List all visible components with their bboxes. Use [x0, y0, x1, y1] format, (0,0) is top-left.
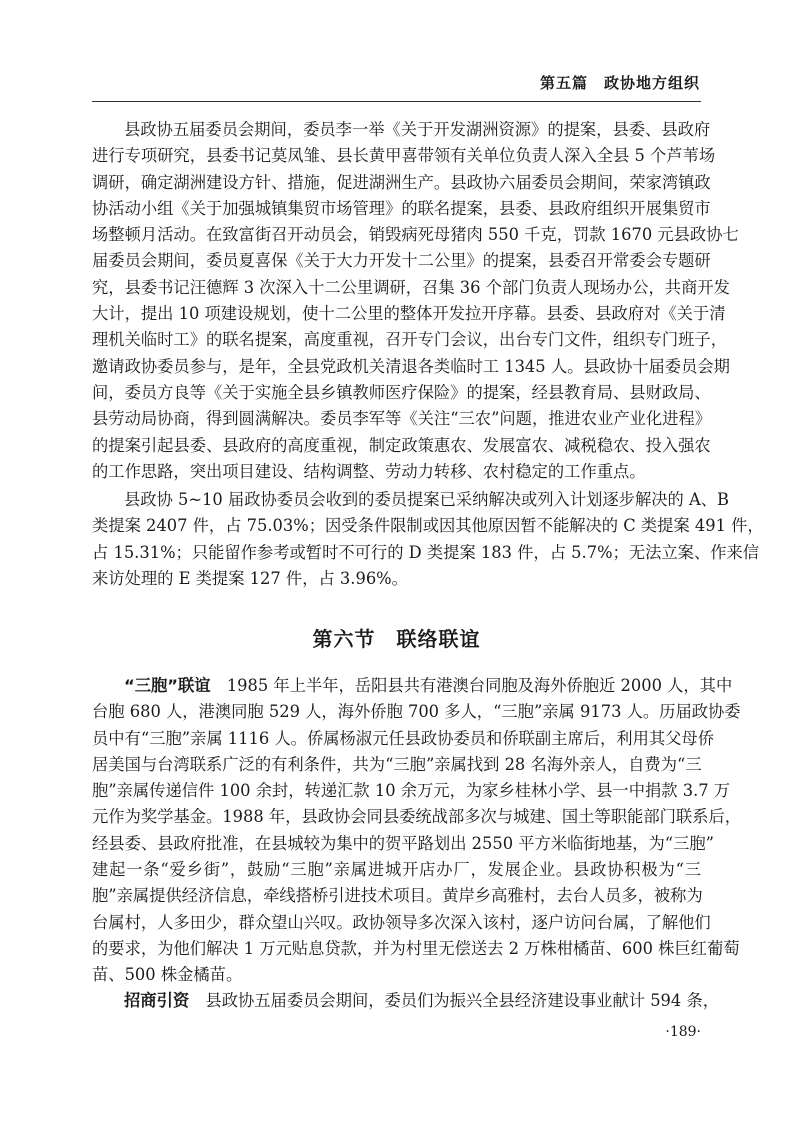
text-line — [92, 170, 711, 196]
paragraph-proposals — [92, 117, 739, 485]
text-line — [92, 143, 716, 169]
line-text: 间，委员方良等《关于实施全县乡镇教师医疗保险》的提案，经县教育局、县财政局、 — [92, 382, 711, 402]
text-line — [92, 222, 739, 248]
line-text: 胞”亲属提供经济信息，牵线搭桥引进技术项目。黄岸乡高雅村，去台人员多，被称为 — [92, 886, 703, 906]
page-number: ·189· — [665, 1024, 701, 1040]
line-text: 居美国与台湾联系广泛的有利条件，共为“三胞”亲属找到 28 名海外亲人，自费为“三 — [92, 754, 702, 774]
running-header: 第五篇 政协地方组织 — [539, 74, 700, 92]
line-text: 县政协五届委员会期间，委员们为振兴全县经济建设事业献计 594 条， — [189, 991, 720, 1010]
line-text: 员中有“三胞”亲属 1116 人。侨属杨淑元任县政协委员和侨联副主席后，利用其父母侨 — [92, 728, 714, 748]
paragraph-keyword: “三胞”联谊 — [124, 676, 211, 695]
line-text: 究，县委书记汪德辉 3 次深入十二公里调研，召集 36 个部门负责人现场办公，共商开发 — [92, 277, 730, 297]
line-text: 进行专项研究，县委书记莫凤雏、县长黄甲喜带领有关单位负责人深入全县 5 个芦苇场 — [92, 146, 716, 166]
text-line — [92, 117, 711, 143]
paragraph-proposal-stats — [92, 487, 764, 592]
text-line — [92, 962, 701, 988]
paragraph-three-compatriots — [92, 673, 742, 989]
paragraph-investment — [92, 988, 720, 1014]
line-text: 的工作思路，突出项目建设、结构调整、劳动力转移、农村稳定的工作重点。 — [92, 461, 646, 481]
text-line — [92, 275, 730, 301]
section-title: 第六节 联络联谊 — [312, 627, 481, 651]
line-text: 来访处理的 E 类提案 127 件，占 3.96%。 — [92, 568, 408, 588]
text-line — [92, 327, 727, 353]
line-text: 元作为奖学基金。1988 年，县政协会同县委统战部多次与城建、国土等职能部门联系后， — [92, 807, 742, 827]
text-line — [92, 831, 714, 857]
text-line — [92, 936, 740, 962]
line-text: 类提案 2407 件，占 75.03%；因受条件限制或因其他原因暂不能解决的 C 类提案 491 件， — [92, 516, 764, 536]
line-text: 经县委、县政府批准，在县城较为集中的贺平路划出 2550 平方米临街地基，为“三胞” — [92, 833, 714, 853]
text-line — [92, 699, 741, 725]
line-text: 邀请政协委员参与，是年，全县党政机关清退各类临时工 1345 人。县政协十届委员会期 — [92, 356, 730, 376]
text-line — [92, 406, 712, 432]
line-text: 1985 年上半年，岳阳县共有港澳台同胞及海外侨胞近 2000 人，其中 — [210, 676, 733, 695]
text-line — [92, 540, 760, 566]
line-text: 理机关临时工》的联名提案，高度重视，召开专门会议，出台专门文件，组织专门班子， — [92, 330, 727, 350]
line-text: 苗、500 株金橘苗。 — [92, 965, 243, 985]
text-line — [92, 988, 720, 1014]
text-line — [92, 487, 729, 513]
text-line — [92, 566, 701, 592]
paragraph-keyword: 招商引资 — [124, 991, 190, 1010]
line-text: 台胞 680 人，港澳同胞 529 人，海外侨胞 700 多人，“三胞”亲属 9173 人。历届政协委 — [92, 702, 741, 722]
text-line — [92, 433, 711, 459]
text-line — [92, 857, 701, 883]
line-text: 协活动小组《关于加强城镇集贸市场管理》的联名提案，县委、县政府组织开展集贸市 — [92, 198, 711, 218]
text-line — [92, 726, 714, 752]
text-line — [92, 354, 730, 380]
text-line — [92, 778, 731, 804]
text-line — [92, 673, 733, 699]
text-line — [92, 459, 701, 485]
line-text: 胞”亲属传递信件 100 余封，转递汇款 10 余万元，为家乡桂林小学、县一中捐款 3.7 万 — [92, 781, 731, 801]
line-text: 届委员会期间，委员夏喜保《关于大力开发十二公里》的提案，县委召开常委会专题研 — [92, 251, 711, 271]
text-line — [92, 380, 711, 406]
line-text: 台属村，人多田少，群众望山兴叹。政协领导多次深入该村，逐户访问台属，了解他们 — [92, 912, 711, 932]
text-line — [92, 910, 711, 936]
text-line — [92, 248, 711, 274]
text-line — [92, 301, 726, 327]
line-text: 的要求，为他们解决 1 万元贴息贷款，并为村里无偿送去 2 万株柑橘苗、600 株巨红葡萄 — [92, 938, 740, 958]
line-text: 县劳动局协商，得到圆满解决。委员李军等《关注“三农”问题，推进农业产业化进程》 — [92, 409, 712, 429]
line-text: 占 15.31%；只能留作参考或暂时不可行的 D 类提案 183 件，占 5.7%；无法立案、作来信 — [92, 542, 760, 562]
text-line — [92, 752, 701, 778]
line-text: 调研，确定湖洲建设方针、措施，促进湖洲生产。县政协六届委员会期间，荣家湾镇政 — [92, 172, 711, 192]
text-line — [92, 196, 711, 222]
header-rule — [92, 101, 701, 102]
line-text: 大计，提出 10 项建设规划，使十二公里的整体开发拉开序幕。县委、县政府对《关于清 — [92, 304, 726, 324]
text-line — [92, 804, 742, 830]
line-text: 县政协 5~10 届政协委员会收到的委员提案已采纳解决或列入计划逐步解决的 A、B — [124, 490, 729, 509]
line-text: 建起一条“爱乡街”，鼓励“三胞”亲属进城开店办厂，发展企业。县政协积极为“三 — [92, 860, 701, 880]
text-line — [92, 513, 764, 539]
line-text: 场整顿月活动。在致富街召开动员会，销毁病死母猪肉 550 千克，罚款 1670 元县政协七 — [92, 225, 739, 245]
line-text: 的提案引起县委、县政府的高度重视，制定政策惠农、发展富农、减税稳农、投入强农 — [92, 435, 711, 455]
text-line — [92, 883, 701, 909]
line-text: 县政协五届委员会期间，委员李一举《关于开发湖洲资源》的提案，县委、县政府 — [124, 120, 711, 139]
